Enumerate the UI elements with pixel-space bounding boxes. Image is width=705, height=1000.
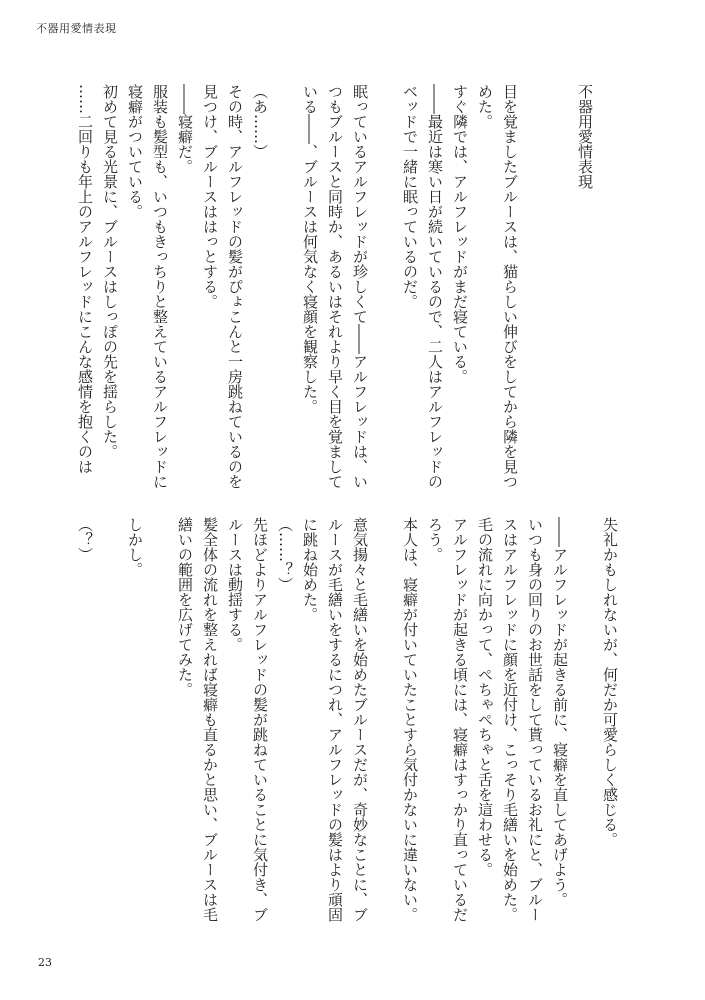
blank-line [97,517,122,527]
paragraph: （……？） [276,517,294,592]
running-head: 不器用愛情表現 [36,22,117,35]
paragraph: 毛の流れに向かって、ぺちゃぺちゃと舌を這わせる。 [476,517,494,877]
paragraph: 初めて見る光景に、ブルースはしっぽの先を揺らした。 [101,84,119,459]
paragraph: すぐ隣では、アルフレッドがまだ寝ている。 [451,84,469,384]
paragraph: （あ……） [251,84,269,159]
paragraph: しかし。 [126,517,144,577]
paragraph: 眠っているアルフレッドが珍しくて――アルフレッドは、いつもブルースと同時か、あるいはそれより早く目を覚ましている――、ブルースは何気なく寝顔を観察した。 [301,84,369,489]
paragraph: アルフレッドが起きる頃には、寝癖はすっかり直っているだろう。 [426,517,469,922]
paragraph: ……二回りも年上のアルフレッドにこんな感情を抱くのは [76,84,94,474]
paragraph: 目を覚ましたブルースは、猫らしい伸びをしてから隣を見つめた。 [476,84,519,489]
paragraph: 失礼かもしれないが、何だか可愛らしく感じる。 [601,517,619,847]
blank-line [272,84,297,94]
blank-line [572,517,597,527]
blank-line [147,517,172,527]
paragraph: いつも身の回りのお世話をして貰っているお礼にと、ブルースはアルフレッドに顔を近付け、こっそり毛繕いを始めた。 [501,517,544,922]
text-block-bottom [72,517,622,923]
blank-line [597,84,622,94]
paragraph: 意気揚々と毛繕いを始めたブルースだが、奇妙なことに、ブルースが毛繕いをするにつれ、アルフレッドの髪はより頑固に跳ね始めた。 [301,517,369,922]
paragraph: 髪全体の流れを整えれば寝癖も直るかと思い、ブルースは毛繕いの範囲を広げてみた。 [176,517,219,922]
paragraph: 先ほどよりアルフレッドの髪が跳ねていることに気付き、ブルースは動揺する。 [226,517,269,922]
blank-line [372,517,397,527]
blank-line [522,84,547,94]
page-number: 23 [38,956,52,969]
paragraph: ――寝癖だ。 [176,84,194,174]
paragraph: ――アルフレッドが起きる前に、寝癖を直してあげよう。 [551,517,569,907]
paragraph: 本人は、寝癖が付いていたことすら気付かないに違いない。 [401,517,419,922]
blank-line [547,84,572,94]
text-block-top [72,84,622,490]
blank-line [372,84,397,94]
paragraph: ――最近は寒い日が続いているので、二人はアルフレッドのベッドで一緒に眠っているのだ。 [401,84,444,489]
paragraph: 服装も髪型も、いつもきっちりと整えているアルフレッドに寝癖がついている。 [126,84,169,489]
paragraph: その時、アルフレッドの髪がぴょこんと一房跳ねているのを見つけ、ブルースははっとする。 [201,84,244,489]
paragraph: （？） [76,517,94,562]
chapter-title: 不器用愛情表現 [576,84,594,189]
